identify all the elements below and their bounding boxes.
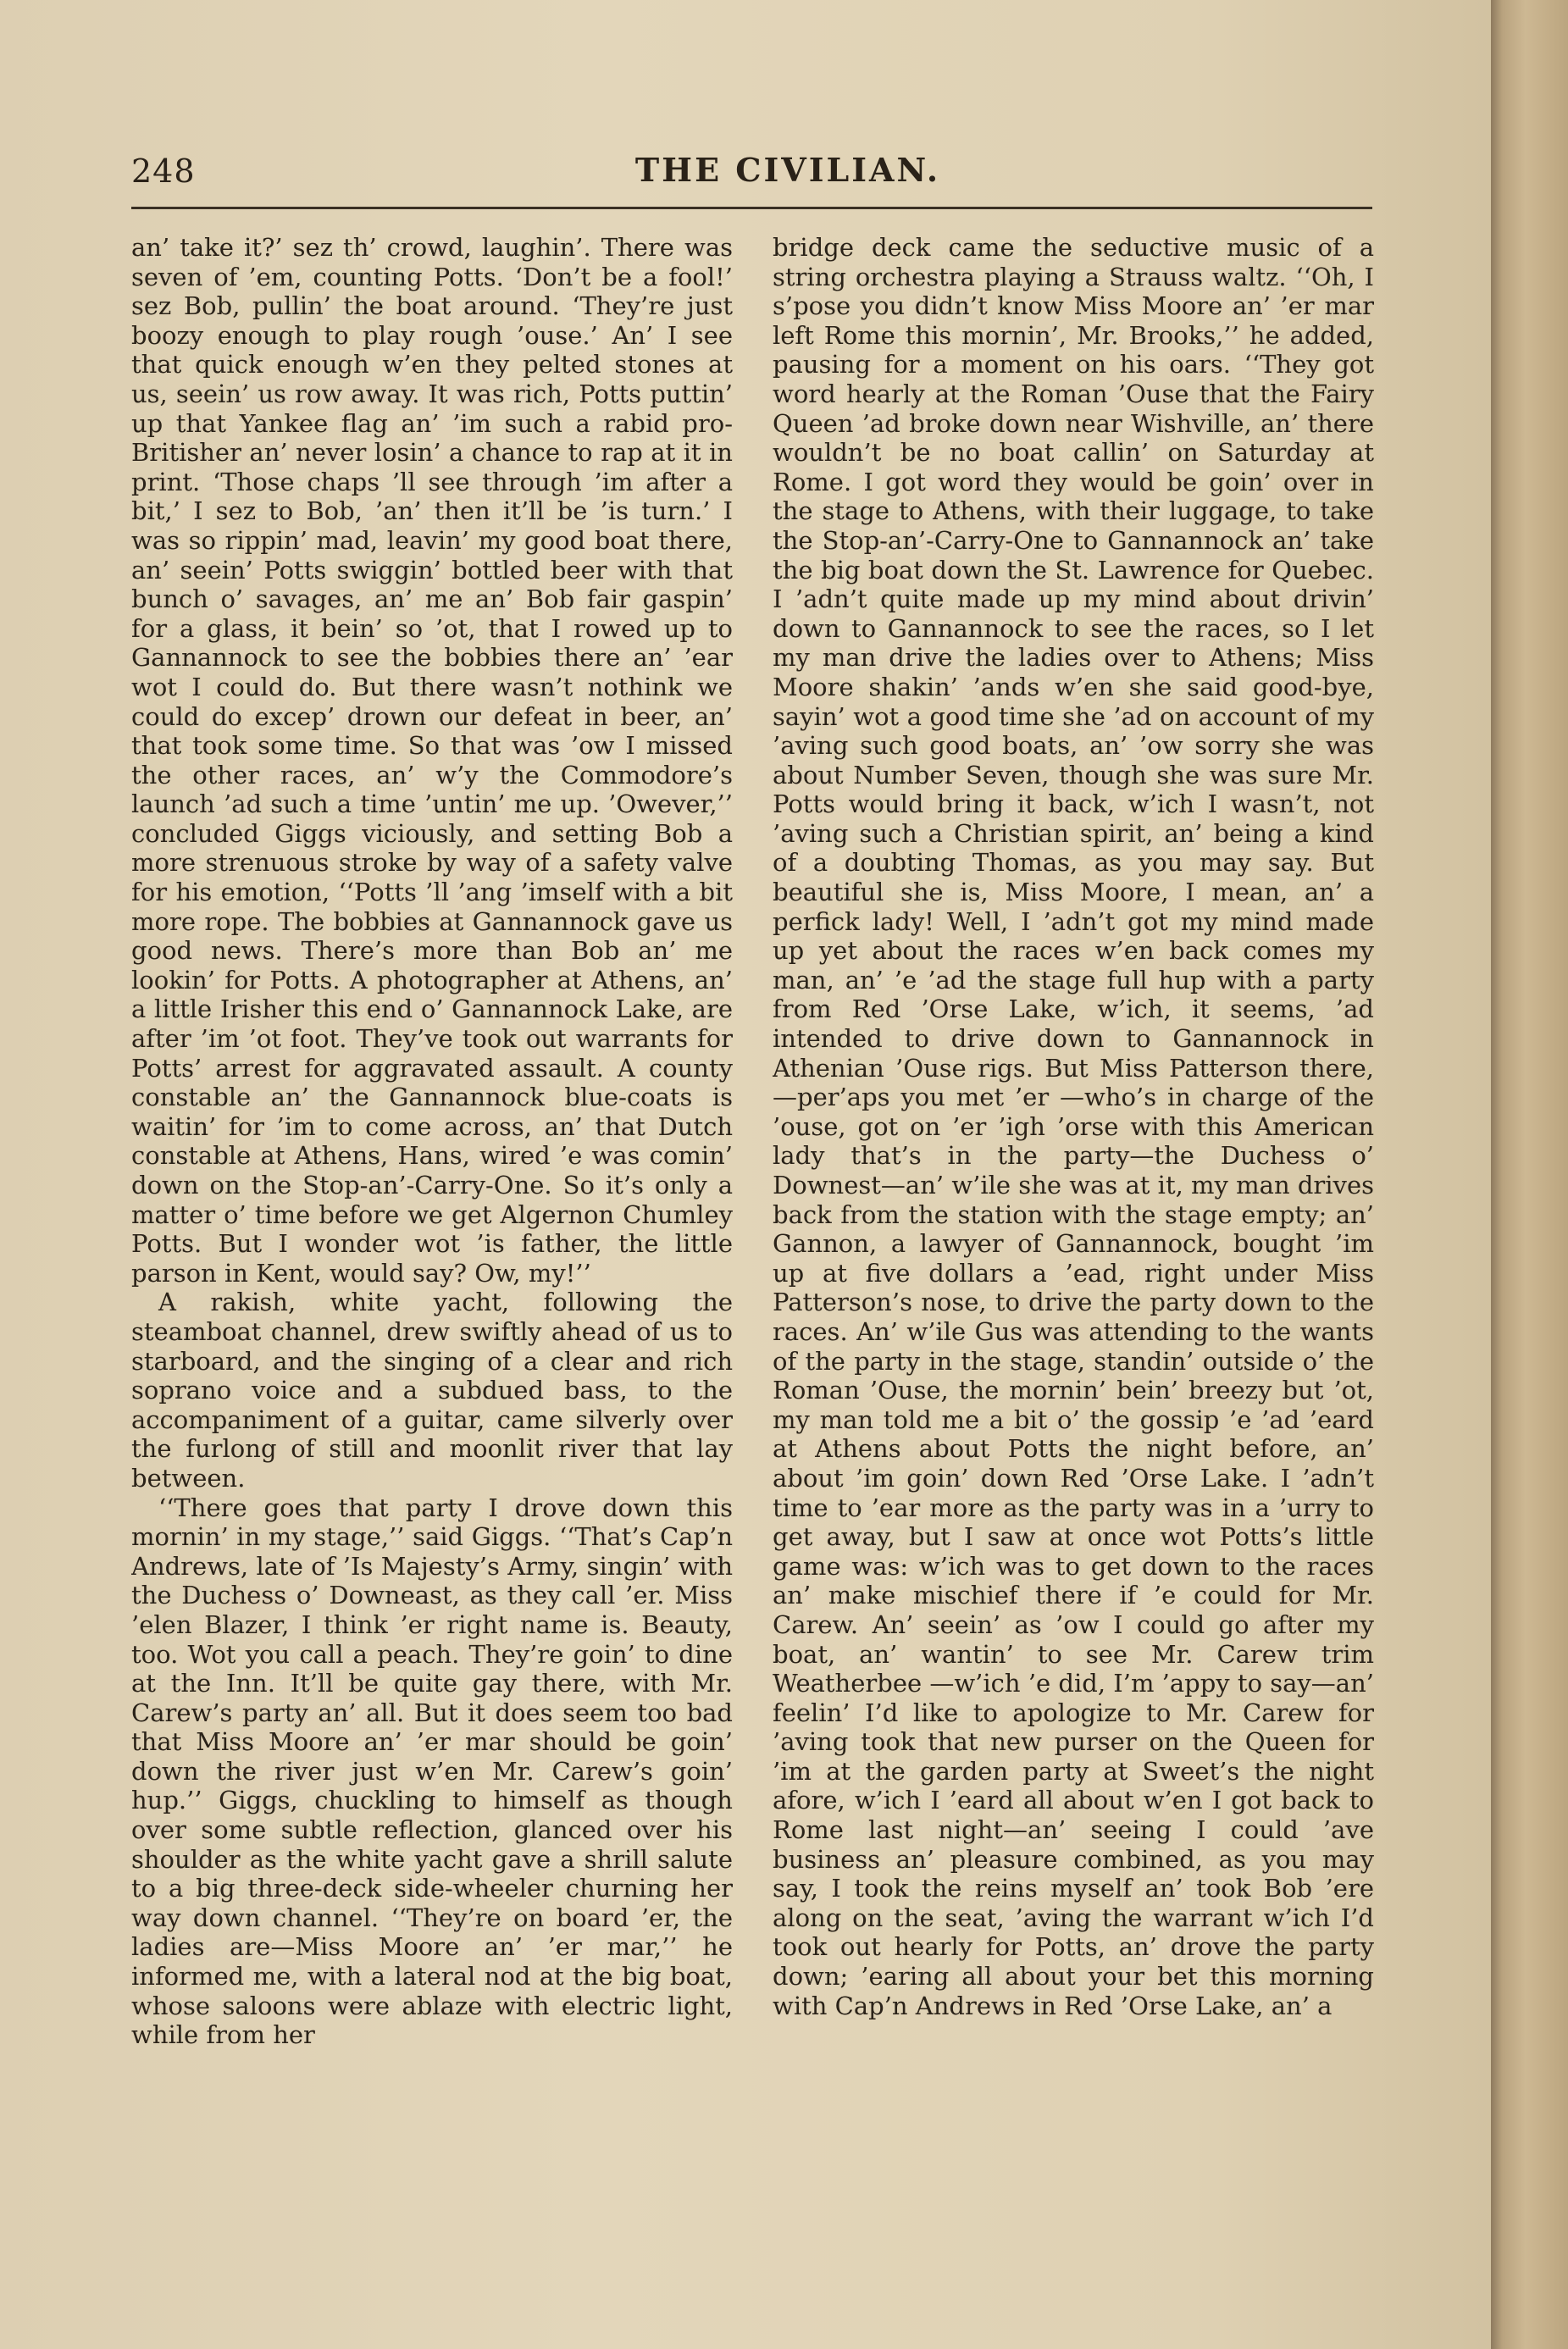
- paragraph: ‘‘There goes that party I drove down this mornin’ in my stage,’’ said Giggs. ‘‘That’s Cap’n Andrews, late of ’Is Majesty’s Army, singin’ with the Duchess o’ Downeast, as they call ’er. Miss ’elen Blazer, I think ’er right name is. Beauty, too. Wot you call a peach. They’re goin’ to dine at the Inn. It’ll be quite gay there, with Mr. Carew’s party an’ all. But it does seem too bad that Miss Moore an’ ’er mar should be goin’ down the river just w’en Mr. Carew’s goin’ hup.’’ Giggs, chuckling to himself as though over some subtle reflection, glanced over his shoulder as the white yacht gave a shrill salute to a big three-deck side-wheeler churning her way down channel. ‘‘They’re on board ’er, the ladies are—Miss Moore an’ ’er mar,’’ he informed me, with a lateral nod at the big boat, whose saloons were ablaze with electric light, while from her: [131, 1493, 733, 2050]
- page-number: 248: [131, 152, 196, 190]
- left-column: [131, 233, 733, 2224]
- header-rule: [131, 207, 1372, 209]
- right-column: [773, 233, 1374, 2224]
- paragraph: an’ take it?’ sez th’ crowd, laughin’. There was seven of ’em, counting Potts. ‘Don’t be a fool!’ sez Bob, pullin’ the boat around. ‘They’re just boozy enough to play rough ’ouse.’ An’ I see that quick enough w’en they pelted stones at us, seein’ us row away. It was rich, Potts puttin’ up that Yankee flag an’ ’im such a rabid pro-Britisher an’ never losin’ a chance to rap at it in print. ‘Those chaps ’ll see through ’im after a bit,’ I sez to Bob, ’an’ then it’ll be ’is turn.’ I was so rippin’ mad, leavin’ my good boat there, an’ seein’ Potts swiggin’ bottled beer with that bunch o’ savages, an’ me an’ Bob fair gaspin’ for a glass, it bein’ so ’ot, that I rowed up to Gannannock to see the bobbies there an’ ’ear wot I could do. But there wasn’t nothink we could do excep’ drown our defeat in beer, an’ that took some time. So that was ’ow I missed the other races, an’ w’y the Commodore’s launch ’ad such a time ’untin’ me up. ’Owever,’’ concluded Giggs viciously, and setting Bob a more strenuous stroke by way of a safety valve for his emotion, ‘‘Potts ’ll ’ang ’imself with a bit more rope. The bobbies at Gannannock gave us good news. There’s more than Bob an’ me lookin’ for Potts. A photographer at Athens, an’ a little Irisher this end o’ Gannannock Lake, are after ’im ’ot foot. They’ve took out warrants for Potts’ arrest for aggravated assault. A county constable an’ the Gannannock blue-coats is waitin’ for ’im to come across, an’ that Dutch constable at Athens, Hans, wired ’e was comin’ down on the Stop-an’-Carry-One. So it’s only a matter o’ time before we get Algernon Chumley Potts. But I wonder wot ’is father, the little parson in Kent, would say? Ow, my!’’: [131, 233, 733, 1288]
- paragraph: A rakish, white yacht, following the steamboat channel, drew swiftly ahead of us to starboard, and the singing of a clear and rich soprano voice and a subdued bass, to the accompaniment of a guitar, came silverly over the furlong of still and moonlit river that lay between.: [131, 1288, 733, 1493]
- paragraph: bridge deck came the seductive music of a string orchestra playing a Strauss waltz. ‘‘Oh, I s’pose you didn’t know Miss Moore an’ ’er mar left Rome this mornin’, Mr. Brooks,’’ he added, pausing for a moment on his oars. ‘‘They got word hearly at the Roman ’Ouse that the Fairy Queen ’ad broke down near Wishville, an’ there wouldn’t be no boat callin’ on Saturday at Rome. I got word they would be goin’ over in the stage to Athens, with their luggage, to take the Stop-an’-Carry-One to Gannannock an’ take the big boat down the St. Lawrence for Quebec. I ’adn’t quite made up my mind about drivin’ down to Gannannock to see the races, so I let my man drive the ladies over to Athens; Miss Moore shakin’ ’ands w’en she said good-bye, sayin’ wot a good time she ’ad on account of my ’aving such good boats, an’ ’ow sorry she was about Number Seven, though she was sure Mr. Potts would bring it back, w’ich I wasn’t, not ’aving such a Christian spirit, an’ being a kind of a doubting Thomas, as you may say. But beautiful she is, Miss Moore, I mean, an’ a perfick lady! Well, I ’adn’t got my mind made up yet about the races w’en back comes my man, an’ ’e ’ad the stage full hup with a party from Red ’Orse Lake, w’ich, it seems, ’ad intended to drive down to Gannannock in Athenian ’Ouse rigs. But Miss Patterson there,—per’aps you met ’er —who’s in charge of the ’ouse, got on ’er ’igh ’orse with this American lady that’s in the party—the Duchess o’ Downest—an’ w’ile she was at it, my man drives back from the station with the stage empty; an’ Gannon, a lawyer of Gannannock, bought ’im up at five dollars a ’ead, right under Miss Patterson’s nose, to drive the party down to the races. An’ w’ile Gus was attending to the wants of the party in the stage, standin’ outside o’ the Roman ’Ouse, the mornin’ bein’ breezy but ’ot, my man told me a bit o’ the gossip ’e ’ad ’eard at Athens about Potts the night before, an’ about ’im goin’ down Red ’Orse Lake. I ’adn’t time to ’ear more as the party was in a ’urry to get away, but I saw at once wot Potts’s little game was: w’ich was to get down to the races an’ make mischief there if ’e could for Mr. Carew. An’ seein’ as ’ow I could go after my boat, an’ wantin’ to see Mr. Carew trim Weatherbee —w’ich ’e did, I’m ’appy to say—an’ feelin’ I’d like to apologize to Mr. Carew for ’aving took that new purser on the Queen for ’im at the garden party at Sweet’s the night afore, w’ich I ’eard all about w’en I got back to Rome last night—an’ seeing I could ’ave business an’ pleasure combined, as you may say, I took the reins myself an’ took Bob ’ere along on the seat, ’aving the warrant w’ich I’d took out hearly for Potts, an’ drove the party down; ’earing all about your bet this morning with Cap’n Andrews in Red ’Orse Lake, an’ a: [773, 233, 1374, 2020]
- page-edge-shadow: [1491, 0, 1568, 2349]
- running-head-title: THE CIVILIAN.: [634, 151, 941, 189]
